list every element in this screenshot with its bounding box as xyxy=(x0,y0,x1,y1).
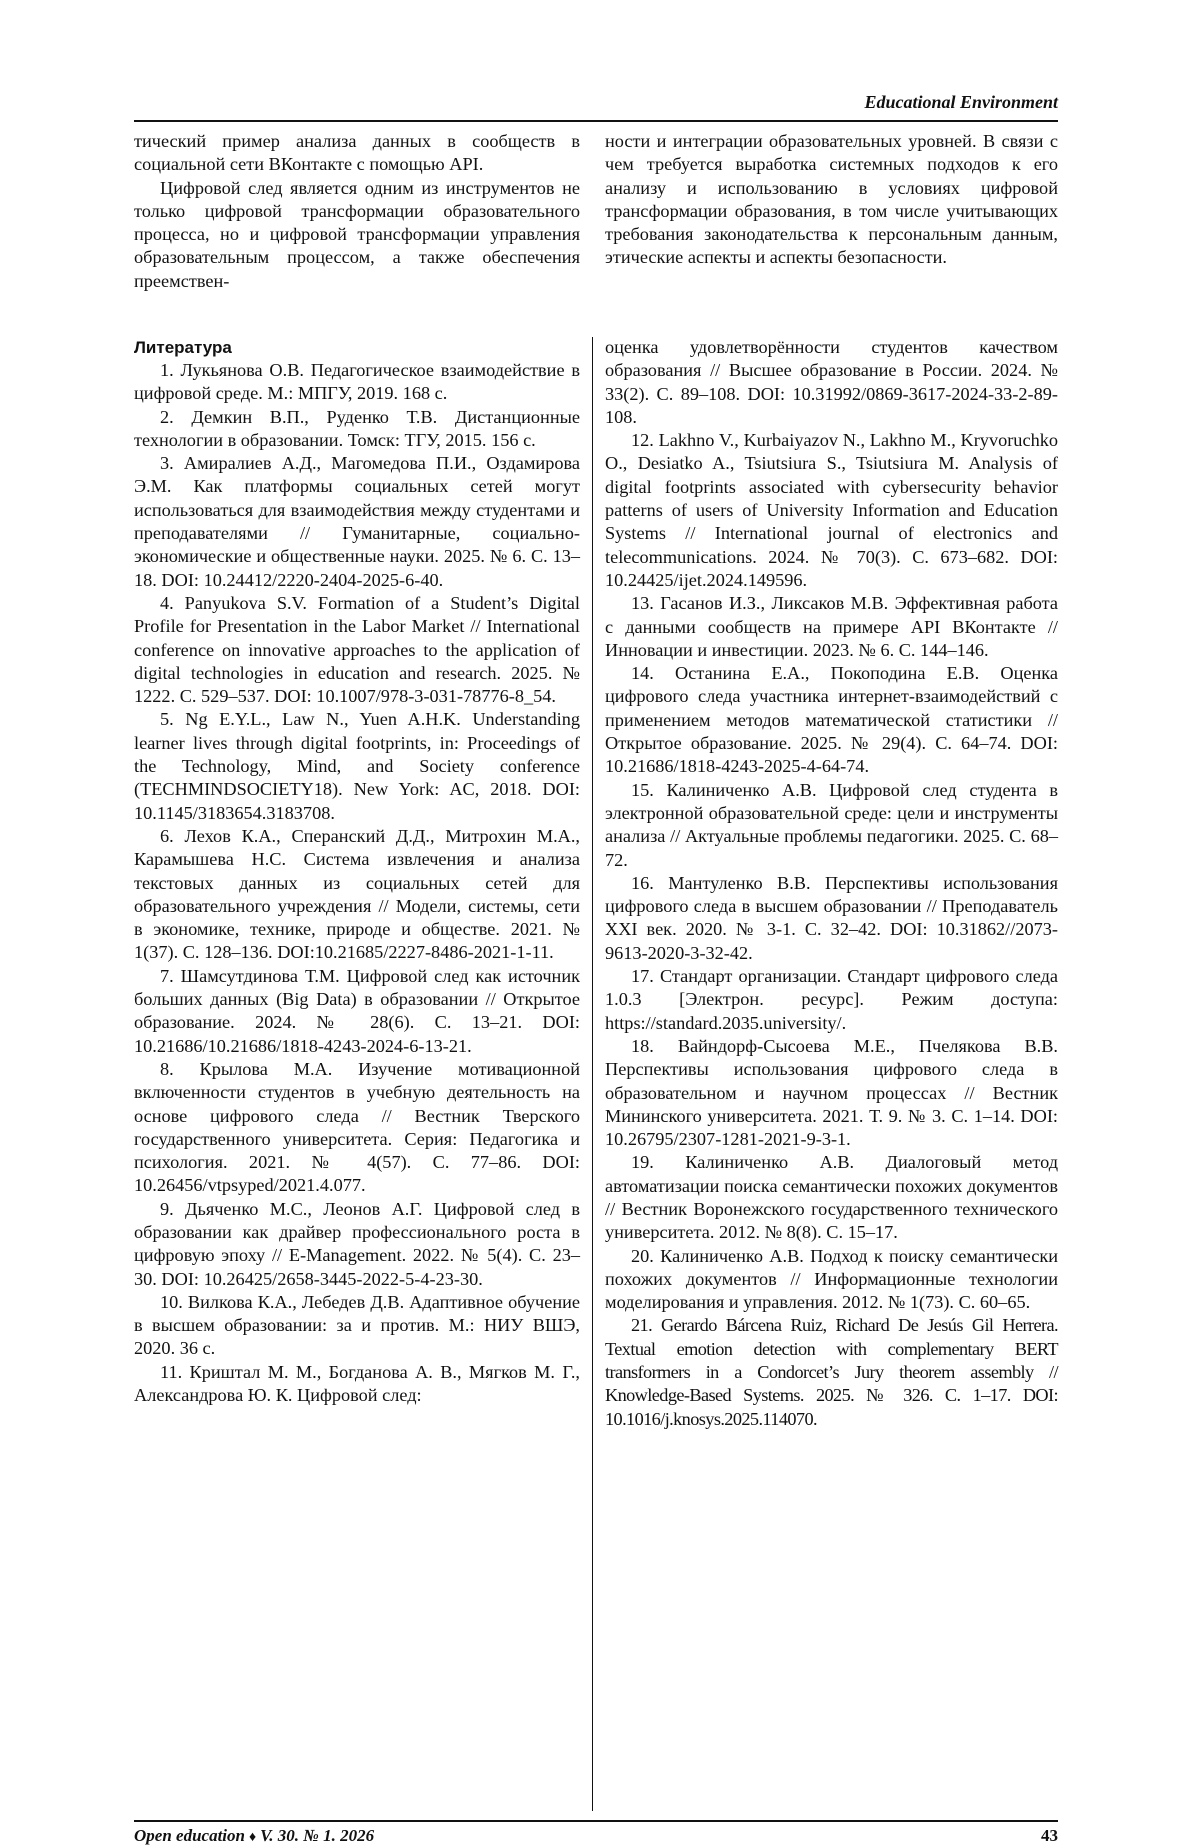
reference-item: 14. Останина Е.А., Покоподина Е.В. Оценка цифрового следа участника интернет-взаимодействий с применением методов математической статистики // Открытое образование. 2025. № 29(4). С. 64–74. DOI: 10.21686/1818-4243-2025-4-64-74. xyxy=(605,663,1058,777)
column-divider xyxy=(592,337,593,1811)
references-heading: Литература xyxy=(134,338,232,357)
reference-item: 20. Калиниченко А.В. Подход к поиску семантически похожих документов // Информационные технологии моделирования и управления. 2012. № 1(73). С. 60–65. xyxy=(605,1245,1058,1313)
reference-item: 12. Lakhno V., Kurbaiyazov N., Lakhno M., Kryvoruchko O., Desiatko A., Tsiutsiura S., Tsiutsiura M. Analysis of digital footprints associated with cybersecurity behavior patterns of users of University Information and Education Systems // International journal of electronics and telecommunications. 2024. № 70(3). С. 673–682. DOI: 10.24425/ijet.2024.149596. xyxy=(605,430,1058,590)
header-rule xyxy=(134,120,1058,122)
page-number: 43 xyxy=(1041,1826,1058,1845)
body-text-left xyxy=(134,130,580,293)
footer-citation xyxy=(134,1826,374,1846)
reference-item: 5. Ng E.Y.L., Law N., Yuen A.H.K. Understanding learner lives through digital footprints, in: Proceedings of the Technology, Mind, and Society conference (TECHMINDSOCIETY18). New York: AC, 2018. DOI: 10.1145/3183654.3183708. xyxy=(134,709,580,823)
body-text-right xyxy=(605,130,1058,270)
reference-item: 19. Калиниченко А.В. Диалоговый метод автоматизации поиска семантически похожих документов // Вестник Воронежского государственного технического университета. 2012. № 8(8). С. 15–17. xyxy=(605,1152,1058,1243)
reference-item: 1. Лукьянова О.В. Педагогическое взаимодействие в цифровой среде. М.: МПГУ, 2019. 168 с. xyxy=(134,360,580,404)
running-header: Educational Environment xyxy=(864,92,1058,112)
reference-item: 18. Вайндорф-Сысоева М.Е., Пчелякова В.В. Перспективы использования цифрового следа в образовательном и научном процессах // Вестник Мининского университета. 2021. Т. 9. № 3. С. 1–14. DOI: 10.26795/2307-1281-2021-9-3-1. xyxy=(605,1035,1058,1150)
reference-item: 4. Panyukova S.V. Formation of a Student’s Digital Profile for Presentation in the Labor Market // International conference on innovative approaches to the application of digital technologies in education and research. 2025. № 1222. С. 529–537. DOI: 10.1007/978-3-031-78776-8_54. xyxy=(134,592,580,707)
diamond-icon: ♦ xyxy=(248,1830,257,1845)
reference-item: 10. Вилкова К.А., Лебедев Д.В. Адаптивное обучение в высшем образовании: за и против. М.: НИУ ВШЭ, 2020. 36 с. xyxy=(134,1291,580,1359)
reference-item: 17. Стандарт организации. Стандарт цифрового следа 1.0.3 [Электрон. ресурс]. Режим доступа: https://standard.2035.university/. xyxy=(605,966,1058,1033)
reference-item: 21. Gerardo Bárcena Ruiz, Richard De Jesús Gil Herrera. Textual emotion detection with complementary BERT transformers in a Condorcet’s Jury theorem assembly // Knowledge-Based Systems. 2025. № 326. С. 1–17. DOI: 10.1016/j.knosys.2025.114070. xyxy=(605,1315,1058,1429)
footer-journal: Open education xyxy=(134,1826,245,1845)
reference-item: 13. Гасанов И.З., Ликсаков М.В. Эффективная работа с данными сообществ на примере API ВКонтакте // Инновации и инвестиции. 2023. № 6. С. 144–146. xyxy=(605,593,1058,660)
footer-rule xyxy=(134,1820,1058,1822)
reference-item: 2. Демкин В.П., Руденко Т.В. Дистанционные технологии в образовании. Томск: ТГУ, 2015. 156 с. xyxy=(134,406,580,450)
footer-issue: V. 30. № 1. 2026 xyxy=(260,1826,375,1845)
reference-item: 15. Калиниченко А.В. Цифровой след студента в электронной образовательной среде: цели и инструменты анализа // Актуальные проблемы педагогики. 2025. С. 68–72. xyxy=(605,779,1058,870)
references-right xyxy=(605,336,1058,1431)
references-left xyxy=(134,336,580,1407)
reference-item: 9. Дьяченко М.С., Леонов А.Г. Цифровой след в образовании как драйвер профессионального роста в цифровую эпоху // E-Management. 2022. № 5(4). С. 23–30. DOI: 10.26425/2658-3445-2022-5-4-23-30. xyxy=(134,1198,580,1289)
reference-item: 16. Мантуленко В.В. Перспективы использования цифрового следа в высшем образовании // Преподаватель XXI век. 2020. № 3-1. С. 32–42. DOI: 10.31862//2073-9613-2020-3-32-42. xyxy=(605,872,1058,963)
body-paragraph: Цифровой след является одним из инструментов не только цифровой трансформации образовательного процесса, но и цифровой трансформации управления образовательным процессом, а также обеспечения преемствен- xyxy=(134,177,580,291)
reference-item: оценка удовлетворённости студентов качеством образования // Высшее образование в России. 2024. № 33(2). С. 89–108. DOI: 10.31992/0869-3617-2024-33-2-89-108. xyxy=(605,337,1058,427)
reference-item: 6. Лехов К.А., Сперанский Д.Д., Митрохин М.А., Карамышева Н.С. Система извлечения и анализа текстовых данных из социальных сетей для образовательного учреждения // Модели, системы, сети в экономике, технике, природе и обществе. 2021. № 1(37). С. 128–136. DOI:10.21685/2227-8486-2021-1-11. xyxy=(134,825,580,963)
reference-item: 8. Крылова М.А. Изучение мотивационной включенности студентов в учебную деятельность на основе цифрового следа // Вестник Тверского государственного университета. Серия: Педагогика и психология. 2021. № 4(57). С. 77–86. DOI: 10.26456/vtpsyped/2021.4.077. xyxy=(134,1058,580,1196)
page-footer xyxy=(134,1826,1058,1846)
reference-item: 11. Криштал М. М., Богданова А. В., Мягков М. Г., Александрова Ю. К. Цифровой след: xyxy=(134,1361,580,1406)
body-paragraph: ности и интеграции образовательных уровней. В связи с чем требуется выработка системных подходов к его анализу и использованию в условиях цифровой трансформации образования, в том числе учитывающих требования законодательства к персональным данным, этические аспекты и аспекты безопасности. xyxy=(605,131,1058,268)
reference-item: 3. Амиралиев А.Д., Магомедова П.И., Оздамирова Э.М. Как платформы социальных сетей могут использоваться для взаимодействия между студентами и преподавателями // Гуманитарные, социально-экономические и общественные науки. 2025. № 6. С. 13–18. DOI: 10.24412/2220-2404-2025-6-40. xyxy=(134,453,580,590)
body-paragraph: тический пример анализа данных в сообществ в социальной сети ВКонтакте с помощью API. xyxy=(134,131,580,175)
reference-item: 7. Шамсутдинова Т.М. Цифровой след как источник больших данных (Big Data) в образовании // Открытое образование. 2024. № 28(6). С. 13–21. DOI: 10.21686/10.21686/1818-4243-2024-6-13-21. xyxy=(134,965,580,1056)
